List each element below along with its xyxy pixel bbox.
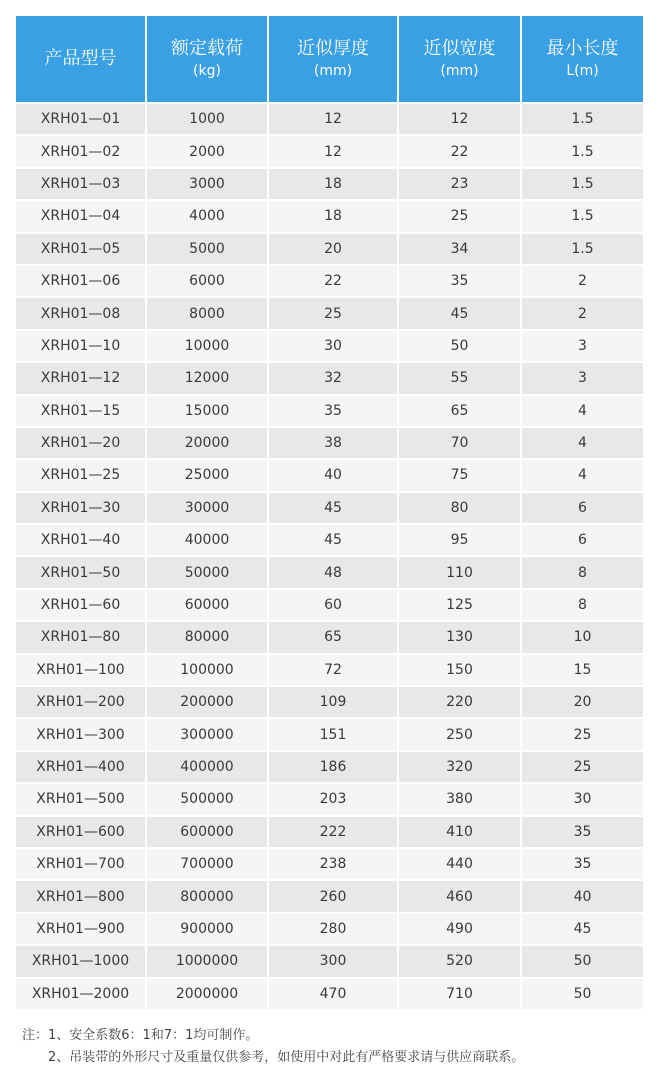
table-row <box>16 978 643 1009</box>
note-text: 1、安全系数6：1和7：1均可制作。 <box>48 1028 259 1043</box>
cell-min-length: 10 <box>521 621 643 653</box>
table-row <box>16 330 643 362</box>
cell-min-length: 35 <box>521 848 643 880</box>
note-line-1 <box>22 1025 524 1047</box>
cell-min-length: 4 <box>521 427 643 459</box>
cell-width: 130 <box>398 621 521 653</box>
cell-model: XRH01—02 <box>16 135 146 167</box>
cell-min-length: 3 <box>521 330 643 362</box>
cell-min-length: 35 <box>521 816 643 848</box>
cell-model: XRH01—400 <box>16 751 146 783</box>
cell-model: XRH01—40 <box>16 524 146 556</box>
cell-rated-load: 8000 <box>146 297 268 329</box>
table-header <box>16 16 643 103</box>
cell-min-length: 50 <box>521 945 643 977</box>
header-model <box>16 16 146 103</box>
cell-min-length: 15 <box>521 654 643 686</box>
header-rated-load <box>146 16 268 103</box>
cell-min-length: 25 <box>521 751 643 783</box>
table-row <box>16 783 643 815</box>
cell-width: 95 <box>398 524 521 556</box>
cell-width: 45 <box>398 297 521 329</box>
cell-rated-load: 12000 <box>146 362 268 394</box>
table-row <box>16 654 643 686</box>
cell-width: 250 <box>398 718 521 750</box>
cell-rated-load: 1000000 <box>146 945 268 977</box>
cell-min-length: 30 <box>521 783 643 815</box>
cell-width: 440 <box>398 848 521 880</box>
cell-model: XRH01—05 <box>16 233 146 265</box>
cell-thickness: 151 <box>268 718 398 750</box>
table-row <box>16 427 643 459</box>
header-unit: (mm) <box>313 63 353 79</box>
header-title: 产品型号 <box>44 48 117 69</box>
table-row <box>16 492 643 524</box>
table-row <box>16 103 643 135</box>
cell-thickness: 45 <box>268 524 398 556</box>
cell-rated-load: 500000 <box>146 783 268 815</box>
cell-rated-load: 100000 <box>146 654 268 686</box>
cell-rated-load: 80000 <box>146 621 268 653</box>
cell-model: XRH01—300 <box>16 718 146 750</box>
cell-thickness: 18 <box>268 200 398 232</box>
table-row <box>16 524 643 556</box>
table-row <box>16 848 643 880</box>
cell-width: 410 <box>398 816 521 848</box>
cell-rated-load: 20000 <box>146 427 268 459</box>
cell-model: XRH01—30 <box>16 492 146 524</box>
header-title: 近似厚度 <box>297 38 369 59</box>
cell-width: 65 <box>398 395 521 427</box>
cell-model: XRH01—200 <box>16 686 146 718</box>
cell-min-length: 6 <box>521 492 643 524</box>
cell-min-length: 25 <box>521 718 643 750</box>
cell-thickness: 300 <box>268 945 398 977</box>
cell-min-length: 1.5 <box>521 233 643 265</box>
cell-model: XRH01—20 <box>16 427 146 459</box>
cell-width: 70 <box>398 427 521 459</box>
table-row <box>16 945 643 977</box>
cell-rated-load: 700000 <box>146 848 268 880</box>
cell-min-length: 50 <box>521 978 643 1009</box>
cell-width: 35 <box>398 265 521 297</box>
table-row <box>16 200 643 232</box>
cell-min-length: 3 <box>521 362 643 394</box>
cell-width: 12 <box>398 103 521 135</box>
cell-width: 25 <box>398 200 521 232</box>
notes <box>22 1025 524 1069</box>
header-title: 额定载荷 <box>171 38 243 59</box>
cell-rated-load: 300000 <box>146 718 268 750</box>
header-unit: (kg) <box>193 63 221 79</box>
spec-table <box>16 16 643 1009</box>
cell-model: XRH01—03 <box>16 168 146 200</box>
cell-min-length: 2 <box>521 265 643 297</box>
table-row <box>16 135 643 167</box>
table-row <box>16 880 643 912</box>
cell-thickness: 260 <box>268 880 398 912</box>
cell-model: XRH01—700 <box>16 848 146 880</box>
cell-thickness: 38 <box>268 427 398 459</box>
cell-model: XRH01—80 <box>16 621 146 653</box>
table-row <box>16 589 643 621</box>
cell-model: XRH01—04 <box>16 200 146 232</box>
cell-min-length: 40 <box>521 880 643 912</box>
cell-width: 55 <box>398 362 521 394</box>
table-row <box>16 751 643 783</box>
cell-model: XRH01—1000 <box>16 945 146 977</box>
note-text: 2、吊装带的外形尺寸及重量仅供参考，如使用中对此有严格要求请与供应商联系。 <box>48 1050 525 1065</box>
cell-thickness: 109 <box>268 686 398 718</box>
cell-thickness: 65 <box>268 621 398 653</box>
cell-width: 220 <box>398 686 521 718</box>
cell-model: XRH01—50 <box>16 556 146 588</box>
table-row <box>16 362 643 394</box>
cell-rated-load: 3000 <box>146 168 268 200</box>
cell-width: 710 <box>398 978 521 1009</box>
cell-thickness: 48 <box>268 556 398 588</box>
cell-rated-load: 4000 <box>146 200 268 232</box>
cell-min-length: 4 <box>521 459 643 491</box>
cell-rated-load: 600000 <box>146 816 268 848</box>
cell-width: 75 <box>398 459 521 491</box>
cell-thickness: 40 <box>268 459 398 491</box>
table-row <box>16 395 643 427</box>
cell-width: 34 <box>398 233 521 265</box>
cell-rated-load: 10000 <box>146 330 268 362</box>
cell-rated-load: 1000 <box>146 103 268 135</box>
cell-width: 380 <box>398 783 521 815</box>
table-row <box>16 459 643 491</box>
table-row <box>16 168 643 200</box>
cell-thickness: 280 <box>268 913 398 945</box>
cell-thickness: 60 <box>268 589 398 621</box>
cell-min-length: 1.5 <box>521 168 643 200</box>
cell-thickness: 238 <box>268 848 398 880</box>
table-row <box>16 718 643 750</box>
cell-thickness: 203 <box>268 783 398 815</box>
header-row <box>16 16 643 103</box>
cell-rated-load: 900000 <box>146 913 268 945</box>
cell-width: 520 <box>398 945 521 977</box>
cell-thickness: 470 <box>268 978 398 1009</box>
cell-model: XRH01—900 <box>16 913 146 945</box>
table-row <box>16 621 643 653</box>
cell-width: 125 <box>398 589 521 621</box>
cell-width: 150 <box>398 654 521 686</box>
cell-thickness: 35 <box>268 395 398 427</box>
cell-min-length: 8 <box>521 556 643 588</box>
cell-width: 320 <box>398 751 521 783</box>
cell-model: XRH01—01 <box>16 103 146 135</box>
cell-width: 80 <box>398 492 521 524</box>
cell-rated-load: 800000 <box>146 880 268 912</box>
cell-model: XRH01—08 <box>16 297 146 329</box>
table-row <box>16 556 643 588</box>
header-unit: (mm) <box>440 63 479 79</box>
header-title: 近似宽度 <box>423 38 496 59</box>
table-body <box>16 103 643 1009</box>
header-title: 最小长度 <box>546 38 619 59</box>
cell-min-length: 1.5 <box>521 103 643 135</box>
cell-thickness: 186 <box>268 751 398 783</box>
cell-thickness: 12 <box>268 135 398 167</box>
header-unit: L(m) <box>566 63 599 79</box>
cell-rated-load: 50000 <box>146 556 268 588</box>
cell-rated-load: 15000 <box>146 395 268 427</box>
cell-model: XRH01—2000 <box>16 978 146 1009</box>
cell-min-length: 8 <box>521 589 643 621</box>
cell-thickness: 72 <box>268 654 398 686</box>
cell-min-length: 20 <box>521 686 643 718</box>
cell-width: 50 <box>398 330 521 362</box>
cell-min-length: 6 <box>521 524 643 556</box>
cell-model: XRH01—25 <box>16 459 146 491</box>
cell-thickness: 22 <box>268 265 398 297</box>
cell-thickness: 20 <box>268 233 398 265</box>
cell-rated-load: 6000 <box>146 265 268 297</box>
cell-min-length: 4 <box>521 395 643 427</box>
cell-model: XRH01—12 <box>16 362 146 394</box>
cell-width: 460 <box>398 880 521 912</box>
cell-rated-load: 40000 <box>146 524 268 556</box>
cell-width: 22 <box>398 135 521 167</box>
note-prefix: 注： <box>22 1028 49 1043</box>
cell-rated-load: 25000 <box>146 459 268 491</box>
cell-rated-load: 200000 <box>146 686 268 718</box>
header-width <box>398 16 521 103</box>
cell-min-length: 1.5 <box>521 135 643 167</box>
cell-model: XRH01—500 <box>16 783 146 815</box>
cell-thickness: 32 <box>268 362 398 394</box>
cell-thickness: 18 <box>268 168 398 200</box>
cell-thickness: 25 <box>268 297 398 329</box>
cell-model: XRH01—100 <box>16 654 146 686</box>
note-line-2 <box>22 1047 524 1069</box>
table-row <box>16 913 643 945</box>
cell-rated-load: 400000 <box>146 751 268 783</box>
table-row <box>16 816 643 848</box>
cell-width: 110 <box>398 556 521 588</box>
cell-rated-load: 2000 <box>146 135 268 167</box>
cell-thickness: 45 <box>268 492 398 524</box>
cell-model: XRH01—15 <box>16 395 146 427</box>
cell-thickness: 12 <box>268 103 398 135</box>
cell-model: XRH01—10 <box>16 330 146 362</box>
header-min-length <box>521 16 643 103</box>
cell-rated-load: 2000000 <box>146 978 268 1009</box>
table-row <box>16 233 643 265</box>
cell-model: XRH01—600 <box>16 816 146 848</box>
cell-thickness: 30 <box>268 330 398 362</box>
cell-thickness: 222 <box>268 816 398 848</box>
cell-width: 23 <box>398 168 521 200</box>
cell-rated-load: 5000 <box>146 233 268 265</box>
spec-sheet <box>16 16 643 1009</box>
cell-model: XRH01—60 <box>16 589 146 621</box>
cell-min-length: 1.5 <box>521 200 643 232</box>
cell-model: XRH01—800 <box>16 880 146 912</box>
table-row <box>16 297 643 329</box>
cell-min-length: 45 <box>521 913 643 945</box>
cell-min-length: 2 <box>521 297 643 329</box>
cell-rated-load: 60000 <box>146 589 268 621</box>
table-row <box>16 265 643 297</box>
cell-model: XRH01—06 <box>16 265 146 297</box>
cell-rated-load: 30000 <box>146 492 268 524</box>
header-thickness <box>268 16 398 103</box>
table-row <box>16 686 643 718</box>
cell-width: 490 <box>398 913 521 945</box>
